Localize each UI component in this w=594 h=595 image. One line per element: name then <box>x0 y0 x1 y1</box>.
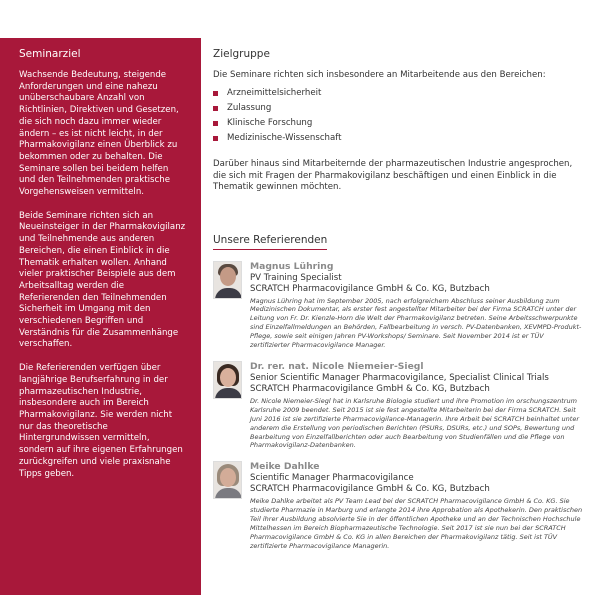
speaker-bio: Meike Dahlke arbeitet als PV Team Lead bei der SCRATCH Pharmacovigilance GmbH & Co. KG. Sie studierte Pharmazie in Marburg und erlangte 2014 ihre Approbation als Apothekerin. Den praktischen Teil ihrer Ausbildung absolvierte Sie in der öffentlichen Apotheke und an der Technischen Hochschule Mittelhessen im Bereich Biopharmazeutische Technologie. Seit 2017 ist sie nun bei der SCRATCH Pharmacovigilance GmbH & Co. KG in allen Bereichen der Pharmakovigilanz tätig. Seit ist TÜV zertifizierte Pharmacovigilance Managerin. <box>250 497 583 550</box>
list-item <box>213 101 583 116</box>
target-group-title: Zielgruppe <box>213 48 270 60</box>
target-group-list <box>213 86 583 146</box>
speaker-name: Dr. rer. nat. Nicole Niemeier-Siegl <box>250 360 424 372</box>
list-item-label: Medizinische-Wissenschaft <box>227 133 342 143</box>
speaker-photo <box>213 361 242 399</box>
speaker-role: Scientific Manager Pharmacovigilance <box>250 473 414 484</box>
speaker-card <box>213 461 583 550</box>
list-item-label: Klinische Forschung <box>227 118 313 128</box>
bullet-square-icon <box>213 91 218 96</box>
list-item-label: Arzneimittelsicherheit <box>227 88 322 98</box>
speaker-role: Senior Scientific Manager Pharmacovigilance, Specialist Clinical Trials <box>250 372 549 383</box>
main-column <box>213 38 583 562</box>
speaker-company: SCRATCH Pharmacovigilance GmbH & Co. KG, Butzbach <box>250 484 490 495</box>
speaker-card <box>213 361 583 450</box>
bullet-square-icon <box>213 136 218 141</box>
seminar-goal-paragraph: Die Referierenden verfügen über langjährige Berufserfahrung in der pharmazeutischen Industrie, insbesondere auch im Bereich Pharmakovigilanz. Sie werden nicht nur das theoretische Hintergrundwissen vermitteln, sondern auf ihre eigenen Erfahrungen zurückgreifen und viele praxisnahe Tipps geben. <box>19 363 183 479</box>
speaker-photo <box>213 261 242 299</box>
speaker-card <box>213 261 583 350</box>
speaker-bio: Magnus Lühring hat im September 2005, nach erfolgreichem Abschluss seiner Ausbildung zum Medizinischen Dokumentar, als erster fest angestellter Mitarbeiter bei der Firma SCRATCH unter der Leitung von Fr. Dr. Kienzle-Horn die Welt der Pharmakovigilanz betreten. Seine Arbeitsschwerpunkte sind Einzelfallmeldungen an Behörden, Fallbearbeitung in versch. PV-Datenbanken, XEVMPD-Produkt-Pflege, sowie seit einigen Jahren PV-Workshops/ Seminare. Seit November 2014 ist er TÜV zertifizierter Pharmacovigilance Manager. <box>250 296 582 350</box>
speaker-name: Magnus Lühring <box>250 260 334 272</box>
seminar-goal-paragraph: Beide Seminare richten sich an Neueinsteiger in der Pharmakovigilanz und Teilnehmende aus anderen Bereichen, die einen Einblick in die Thematik erhalten wollen. Anhand vieler praktischer Beispiele aus dem Arbeitsalltag werden die Referierenden den Teilnehmenden Sicherheit im Umgang mit den verschiedenen Begriffen und Verständnis für die Zusammenhänge verschaffen. <box>19 210 186 350</box>
speaker-bio: Dr. Nicole Niemeier-Siegl hat in Karlsruhe Biologie studiert und ihre Promotion im orschungszentrum Karlsruhe 2009 beendet. Seit 2015 ist sie fest angestellte Mitarbeiterin bei der Firma SCRATCH. Seit Juni 2016 ist sie zertifizierte Pharmacovigilance-Managerin. Ihre Arbeit bei SCRATCH beinhaltet unter anderem die Erstellung von periodischen Berichten (PSURs, DSURs, etc.) und SOPs, Bewertung und Bearbeitung von Einzelfallberichten oder auch Bearbeitung von Studienfällen und die Pflege von Pharmakovigilanz-Datenbanken. <box>250 396 579 450</box>
speaker-name: Meike Dahlke <box>250 461 320 473</box>
seminar-goal-title: Seminarziel <box>19 48 81 60</box>
list-item <box>213 131 583 146</box>
seminar-goal-paragraph: Wachsende Bedeutung, steigende Anforderungen und eine nahezu unüberschaubare Anzahl von Richtlinien, Direktiven und Gesetzen, die sich noch dazu immer wieder ändern – es ist nicht leicht, in der Pharmakovigilanz einen Überblick zu bekommen oder zu behalten. Die Seminare sollen bei beidem helfen und den Teilnehmenden praktische Vorgehensweisen vermitteln. <box>19 70 179 198</box>
speaker-role: PV Training Specialist <box>250 272 342 283</box>
speaker-company: SCRATCH Pharmacovigilance GmbH & Co. KG, Butzbach <box>250 383 490 394</box>
target-group-intro: Die Seminare richten sich insbesondere an Mitarbeitende aus den Bereichen: <box>213 70 546 80</box>
speaker-photo <box>213 461 242 499</box>
list-item <box>213 86 583 101</box>
list-item-label: Zulassung <box>227 103 272 113</box>
list-item <box>213 116 583 131</box>
target-group-outro: Darüber hinaus sind Mitarbeiternde der pharmazeutischen Industrie angesprochen, die sich mit Fragen der Pharmakovigilanz beschäftigen und einen Einblick in die Thematik gewinnen möchten. <box>213 159 573 192</box>
seminar-goal-panel <box>0 38 201 595</box>
speaker-company: SCRATCH Pharmacovigilance GmbH & Co. KG, Butzbach <box>250 283 490 294</box>
bullet-square-icon <box>213 106 218 111</box>
bullet-square-icon <box>213 121 218 126</box>
speakers-title: Unsere Referierenden <box>213 234 327 250</box>
